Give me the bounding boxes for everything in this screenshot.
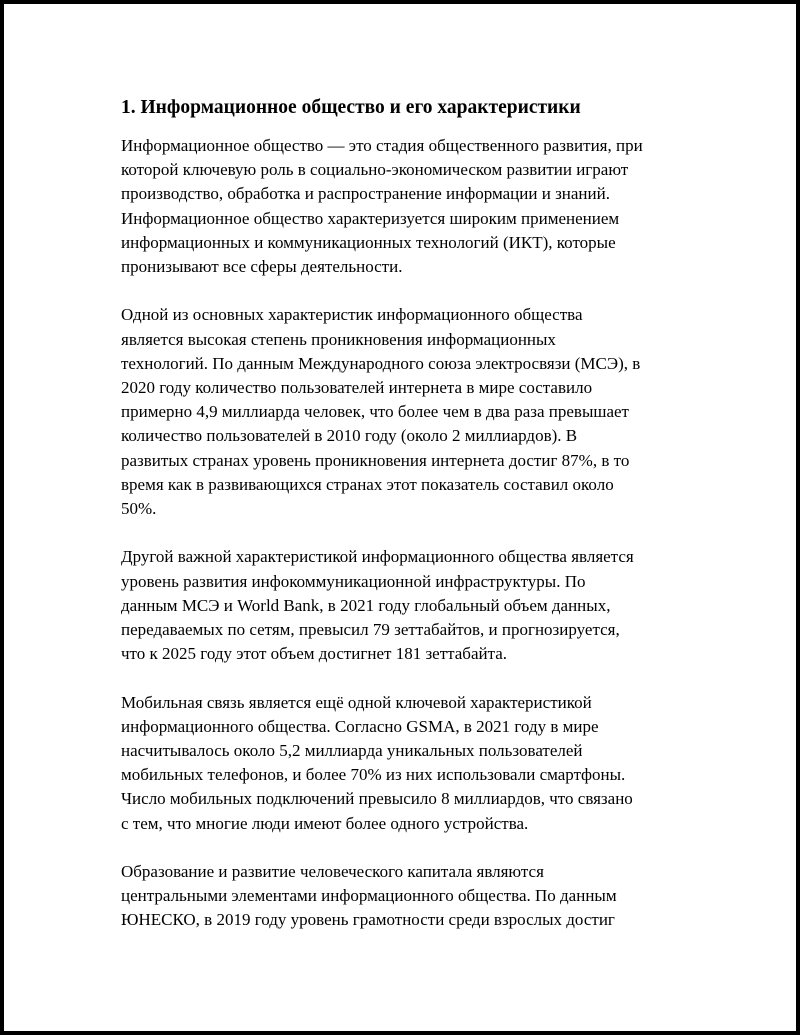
text-line: производство, обработка и распространение информации и знаний. xyxy=(121,184,610,204)
text-line: Информационное общество — это стадия общественного развития, при xyxy=(121,136,643,155)
section-heading: 1. Информационное общество и его характеристики xyxy=(121,97,581,118)
text-line: Информационное общество характеризуется широким применением xyxy=(121,208,620,228)
text-line: развитых странах уровень проникновения интернета достиг 87%, в то xyxy=(121,450,630,470)
text-line: передаваемых по сетям, превысил 79 зеттабайтов, и прогнозируется, xyxy=(121,620,620,640)
text-line: которой ключевую роль в социально-экономическом развитии играют xyxy=(121,160,629,180)
paragraph xyxy=(121,545,691,666)
paragraph xyxy=(121,860,691,933)
document-body xyxy=(121,95,691,957)
text-line: Число мобильных подключений превысило 8 миллиардов, что связано xyxy=(121,789,633,809)
text-line: информационных и коммуникационных технологий (ИКТ), которые xyxy=(121,232,616,252)
paragraph xyxy=(121,134,691,279)
text-line: информационного общества. Согласно GSMA, в 2021 году в мире xyxy=(121,716,599,736)
paragraph xyxy=(121,691,691,836)
text-line: 2020 году количество пользователей интернета в мире составило xyxy=(121,378,593,398)
text-line: Одной из основных характеристик информационного общества xyxy=(121,305,583,325)
text-line: с тем, что многие люди имеют более одного устройства. xyxy=(121,813,529,833)
text-line: насчитывалось около 5,2 миллиарда уникальных пользователей xyxy=(121,741,583,761)
text-line: данным МСЭ и World Bank, в 2021 году глобальный объем данных, xyxy=(121,595,611,615)
text-line: ЮНЕСКО, в 2019 году уровень грамотности среди взрослых достиг xyxy=(121,910,615,930)
text-line: является высокая степень проникновения информационных xyxy=(121,329,556,349)
text-line: количество пользователей в 2010 году (около 2 миллиардов). В xyxy=(121,426,578,446)
text-line: мобильных телефонов, и более 70% из них использовали смартфоны. xyxy=(121,765,626,785)
text-line: 50%. xyxy=(121,499,157,519)
text-line: Образование и развитие человеческого капитала являются xyxy=(121,862,544,882)
paragraph xyxy=(121,303,691,521)
text-line: технологий. По данным Международного союза электросвязи (МСЭ), в xyxy=(121,353,641,373)
text-line: что к 2025 году этот объем достигнет 181 зеттабайта. xyxy=(121,644,508,664)
text-line: Другой важной характеристикой информационного общества является xyxy=(121,547,634,567)
text-line: центральными элементами информационного общества. По данным xyxy=(121,886,617,906)
text-line: пронизывают все сферы деятельности. xyxy=(121,257,403,277)
text-line: уровень развития инфокоммуникационной инфраструктуры. По xyxy=(121,571,586,591)
text-line: время как в развивающихся странах этот показатель составил около xyxy=(121,474,614,494)
text-line: примерно 4,9 миллиарда человек, что более чем в два раза превышает xyxy=(121,402,629,422)
text-line: Мобильная связь является ещё одной ключевой характеристикой xyxy=(121,692,592,712)
